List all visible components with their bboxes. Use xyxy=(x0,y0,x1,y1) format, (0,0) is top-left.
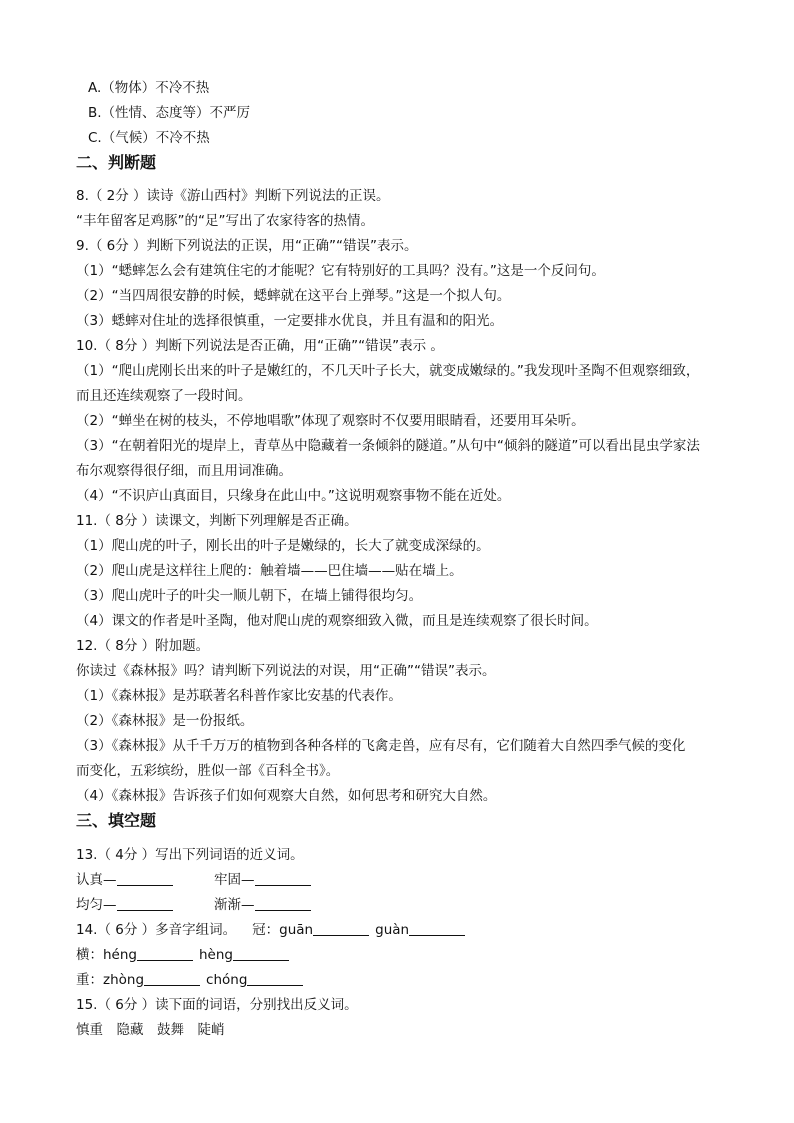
q14-heng-row xyxy=(76,945,289,965)
question-12-item-3: （3）《森林报》从千千万万的植物到各种各样的飞禽走兽，应有尽有，它们随着大自然四季气候的变化 xyxy=(76,738,686,754)
section-heading-fill-in: 三、填空题 xyxy=(76,811,157,830)
q14-guan-label-2: guàn xyxy=(375,922,410,938)
q14-heng-label-1: 横：héng xyxy=(76,947,137,963)
question-11-item-4: （4）课文的作者是叶圣陶，他对爬山虎的观察细致入微，而且是连续观察了很长时间。 xyxy=(76,613,598,629)
option-a: A.（物体）不冷不热 xyxy=(88,80,210,96)
question-11-item-2: （2）爬山虎是这样往上爬的：触着墙——巴住墙——贴在墙上。 xyxy=(76,563,463,579)
question-10-item-1: （1）“爬山虎刚长出来的叶子是嫩红的，不几天叶子长大，就变成嫩绿的。”我发现叶圣陶不但观察细致， xyxy=(76,363,700,379)
question-12: 12.（ 8分 ）附加题。 xyxy=(76,638,210,654)
q13-blank-2[interactable] xyxy=(255,871,311,886)
question-15: 15.（ 6分 ）读下面的词语，分别找出反义词。 xyxy=(76,997,358,1013)
question-11-item-1: （1）爬山虎的叶子，刚长出的叶子是嫩绿的，长大了就变成深绿的。 xyxy=(76,538,490,554)
q13-blank-4[interactable] xyxy=(255,896,311,911)
question-12-item-2: （2）《森林报》是一份报纸。 xyxy=(76,713,254,729)
question-13: 13.（ 4分 ）写出下列词语的近义词。 xyxy=(76,847,304,863)
question-10-item-3-cont: 布尔观察得很仔细，而且用词准确。 xyxy=(76,463,292,479)
q13-blank-1[interactable] xyxy=(117,871,173,886)
question-9-item-3: （3）蟋蟀对住址的选择很慎重，一定要排水优良，并且有温和的阳光。 xyxy=(76,313,504,329)
question-9: 9.（ 6分 ）判断下列说法的正误，用“正确”“错误”表示。 xyxy=(76,238,418,254)
question-10: 10.（ 8分 ）判断下列说法是否正确，用“正确”“错误”表示 。 xyxy=(76,338,444,354)
q14-zhong-blank-2[interactable] xyxy=(247,971,303,986)
question-15-words: 慎重 隐藏 鼓舞 陡峭 xyxy=(76,1022,225,1038)
q13-word-2 xyxy=(214,870,311,890)
section-heading-judgement: 二、判断题 xyxy=(76,153,157,172)
question-14-label: 14.（ 6分 ）多音字组词。 xyxy=(76,922,237,938)
q13-word-3 xyxy=(76,895,173,915)
q14-zhong-row xyxy=(76,970,303,990)
q14-heng-blank-2[interactable] xyxy=(233,946,289,961)
q14-guan-blank-1[interactable] xyxy=(313,921,369,936)
question-9-item-2: （2）“当四周很安静的时候，蟋蟀就在这平台上弹琴。”这是一个拟人句。 xyxy=(76,288,511,304)
q14-zhong-label-1: 重：zhòng xyxy=(76,972,145,988)
question-12-item-4: （4）《森林报》告诉孩子们如何观察大自然，如何思考和研究大自然。 xyxy=(76,788,497,804)
q13-word-2-label: 牢固— xyxy=(214,872,255,888)
question-14 xyxy=(76,920,465,940)
question-8-text: “丰年留客足鸡豚”的“足”写出了农家待客的热情。 xyxy=(76,213,374,229)
question-10-item-2: （2）“蝉坐在树的枝头，不停地唱歌”体现了观察时不仅要用眼睛看，还要用耳朵听。 xyxy=(76,413,585,429)
question-10-item-4: （4）“不识庐山真面目，只缘身在此山中。”这说明观察事物不能在近处。 xyxy=(76,488,511,504)
option-b: B.（性情、态度等）不严厉 xyxy=(88,105,251,121)
q14-zhong-blank-1[interactable] xyxy=(144,971,200,986)
question-12-intro: 你读过《森林报》吗？请判断下列说法的对误，用“正确”“错误”表示。 xyxy=(76,663,496,679)
q14-guan-label-1: 冠：guān xyxy=(252,922,314,938)
question-12-item-1: （1）《森林报》是苏联著名科普作家比安基的代表作。 xyxy=(76,688,402,704)
q13-word-1-label: 认真— xyxy=(76,872,117,888)
q13-word-4-label: 渐渐— xyxy=(214,897,255,913)
question-12-item-3-cont: 而变化，五彩缤纷，胜似一部《百科全书》。 xyxy=(76,763,340,779)
question-10-item-3: （3）“在朝着阳光的堤岸上，青草丛中隐藏着一条倾斜的隧道。”从句中“倾斜的隧道”可以看出昆虫学家法 xyxy=(76,438,700,454)
q13-blank-3[interactable] xyxy=(117,896,173,911)
q14-guan-blank-2[interactable] xyxy=(409,921,465,936)
q14-zhong-label-2: chóng xyxy=(206,972,248,988)
q13-word-3-label: 均匀— xyxy=(76,897,117,913)
question-8: 8.（ 2分 ）读诗《游山西村》判断下列说法的正误。 xyxy=(76,188,390,204)
question-9-item-1: （1）“蟋蟀怎么会有建筑住宅的才能呢？它有特别好的工具吗？没有。”这是一个反问句。 xyxy=(76,263,605,279)
question-11: 11.（ 8分 ）读课文，判断下列理解是否正确。 xyxy=(76,513,358,529)
option-c: C.（气候）不冷不热 xyxy=(88,130,210,146)
question-11-item-3: （3）爬山虎叶子的叶尖一顺儿朝下，在墙上铺得很均匀。 xyxy=(76,588,423,604)
q13-word-4 xyxy=(214,895,311,915)
q14-heng-label-2: hèng xyxy=(199,947,233,963)
q14-heng-blank-1[interactable] xyxy=(137,946,193,961)
question-10-item-1-cont: 而且还连续观察了一段时间。 xyxy=(76,388,252,404)
q13-word-1 xyxy=(76,870,173,890)
